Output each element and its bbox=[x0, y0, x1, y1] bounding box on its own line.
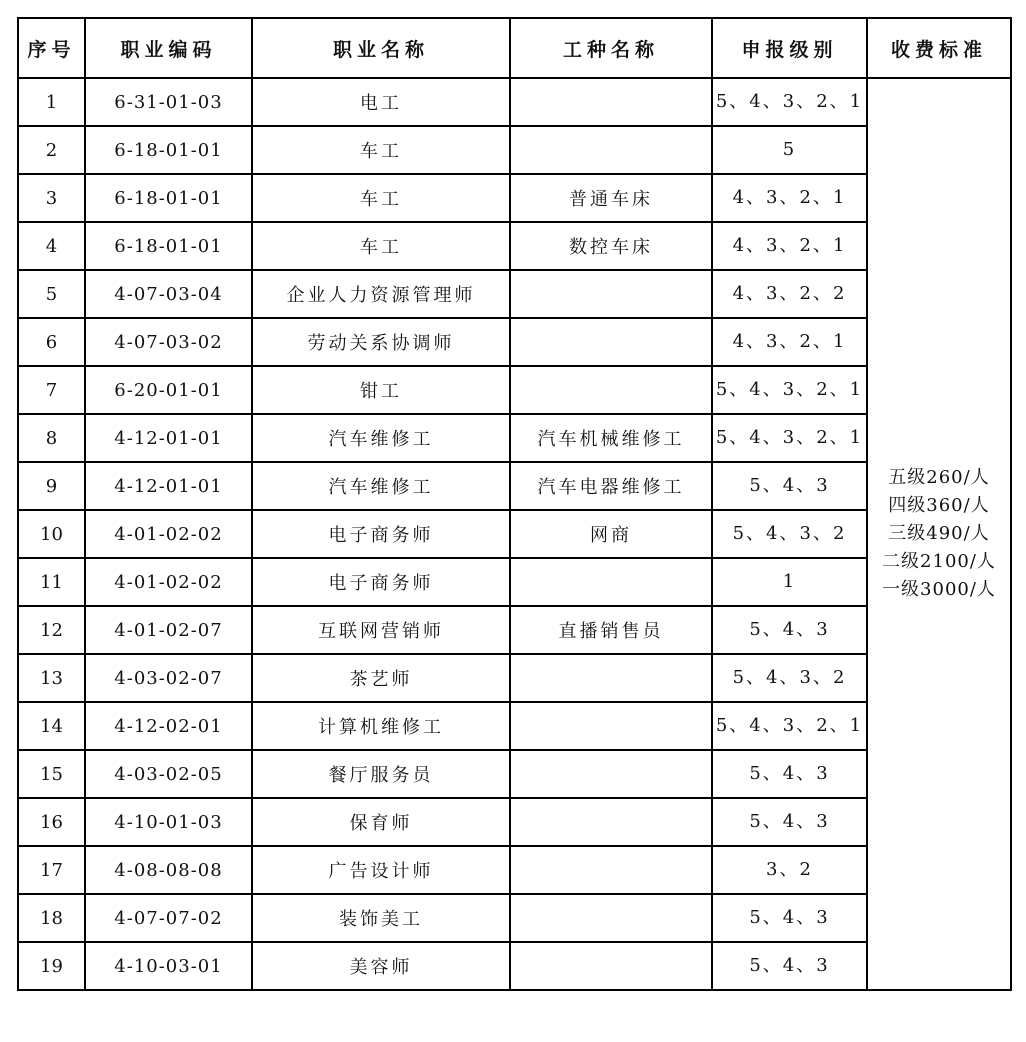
row-occupation-cell: 电子商务师 bbox=[252, 558, 510, 606]
table-row bbox=[18, 510, 1011, 558]
row-seq-cell: 6 bbox=[18, 318, 85, 366]
row-seq-cell: 11 bbox=[18, 558, 85, 606]
row-code-cell: 4-10-01-03 bbox=[85, 798, 252, 846]
row-level-cell: 4、3、2、2 bbox=[712, 270, 867, 318]
row-type-cell: 直播销售员 bbox=[510, 606, 712, 654]
row-code-cell: 4-07-03-02 bbox=[85, 318, 252, 366]
row-occupation-cell: 劳动关系协调师 bbox=[252, 318, 510, 366]
row-seq-cell: 10 bbox=[18, 510, 85, 558]
row-code-cell: 4-01-02-02 bbox=[85, 510, 252, 558]
header-occupation: 职业名称 bbox=[252, 18, 510, 78]
row-occupation-cell: 车工 bbox=[252, 126, 510, 174]
row-seq-cell: 7 bbox=[18, 366, 85, 414]
row-type-cell: 汽车电器维修工 bbox=[510, 462, 712, 510]
fee-line: 一级3000/人 bbox=[882, 579, 996, 600]
table-row bbox=[18, 126, 1011, 174]
row-code-cell: 4-07-03-04 bbox=[85, 270, 252, 318]
row-seq-cell: 16 bbox=[18, 798, 85, 846]
fee-line: 三级490/人 bbox=[888, 523, 990, 544]
row-seq-cell: 9 bbox=[18, 462, 85, 510]
row-level-cell: 1 bbox=[712, 558, 867, 606]
table-row bbox=[18, 222, 1011, 270]
row-seq-cell: 17 bbox=[18, 846, 85, 894]
row-type-cell bbox=[510, 558, 712, 606]
fee-line: 二级2100/人 bbox=[882, 551, 996, 572]
row-code-cell: 4-12-02-01 bbox=[85, 702, 252, 750]
table-row bbox=[18, 750, 1011, 798]
row-type-cell bbox=[510, 702, 712, 750]
header-code: 职业编码 bbox=[85, 18, 252, 78]
row-level-cell: 3、2 bbox=[712, 846, 867, 894]
row-level-cell: 5 bbox=[712, 126, 867, 174]
row-type-cell bbox=[510, 798, 712, 846]
row-seq-cell: 8 bbox=[18, 414, 85, 462]
row-occupation-cell: 汽车维修工 bbox=[252, 414, 510, 462]
row-level-cell: 4、3、2、1 bbox=[712, 222, 867, 270]
row-occupation-cell: 计算机维修工 bbox=[252, 702, 510, 750]
row-code-cell: 4-01-02-07 bbox=[85, 606, 252, 654]
row-occupation-cell: 汽车维修工 bbox=[252, 462, 510, 510]
row-seq-cell: 19 bbox=[18, 942, 85, 990]
fee-line: 五级260/人 bbox=[888, 467, 990, 488]
row-code-cell: 4-03-02-05 bbox=[85, 750, 252, 798]
table-row bbox=[18, 414, 1011, 462]
row-seq-cell: 15 bbox=[18, 750, 85, 798]
row-type-cell bbox=[510, 270, 712, 318]
row-seq-cell: 2 bbox=[18, 126, 85, 174]
row-type-cell bbox=[510, 846, 712, 894]
row-level-cell: 4、3、2、1 bbox=[712, 318, 867, 366]
row-code-cell: 4-10-03-01 bbox=[85, 942, 252, 990]
row-occupation-cell: 广告设计师 bbox=[252, 846, 510, 894]
row-occupation-cell: 茶艺师 bbox=[252, 654, 510, 702]
row-occupation-cell: 美容师 bbox=[252, 942, 510, 990]
row-code-cell: 4-08-08-08 bbox=[85, 846, 252, 894]
row-occupation-cell: 电子商务师 bbox=[252, 510, 510, 558]
row-code-cell: 4-01-02-02 bbox=[85, 558, 252, 606]
row-seq-cell: 13 bbox=[18, 654, 85, 702]
table-header bbox=[18, 18, 1011, 78]
row-occupation-cell: 电工 bbox=[252, 78, 510, 126]
row-level-cell: 5、4、3、2、1 bbox=[712, 702, 867, 750]
table-row bbox=[18, 942, 1011, 990]
row-seq-cell: 3 bbox=[18, 174, 85, 222]
table-row bbox=[18, 894, 1011, 942]
table-body bbox=[18, 78, 1011, 990]
row-code-cell: 6-18-01-01 bbox=[85, 174, 252, 222]
row-seq-cell: 1 bbox=[18, 78, 85, 126]
row-type-cell bbox=[510, 318, 712, 366]
table-row bbox=[18, 606, 1011, 654]
table-row bbox=[18, 78, 1011, 126]
row-level-cell: 5、4、3、2、1 bbox=[712, 414, 867, 462]
row-code-cell: 4-12-01-01 bbox=[85, 462, 252, 510]
header-type: 工种名称 bbox=[510, 18, 712, 78]
row-level-cell: 5、4、3 bbox=[712, 462, 867, 510]
row-type-cell bbox=[510, 750, 712, 798]
row-occupation-cell: 车工 bbox=[252, 222, 510, 270]
row-code-cell: 6-18-01-01 bbox=[85, 222, 252, 270]
row-occupation-cell: 装饰美工 bbox=[252, 894, 510, 942]
row-code-cell: 4-12-01-01 bbox=[85, 414, 252, 462]
row-code-cell: 6-18-01-01 bbox=[85, 126, 252, 174]
row-code-cell: 4-03-02-07 bbox=[85, 654, 252, 702]
row-level-cell: 5、4、3 bbox=[712, 750, 867, 798]
row-level-cell: 5、4、3、2、1 bbox=[712, 78, 867, 126]
row-type-cell bbox=[510, 894, 712, 942]
row-code-cell: 4-07-07-02 bbox=[85, 894, 252, 942]
occupation-fee-table bbox=[17, 17, 1012, 991]
row-seq-cell: 4 bbox=[18, 222, 85, 270]
row-occupation-cell: 保育师 bbox=[252, 798, 510, 846]
table-row bbox=[18, 462, 1011, 510]
row-level-cell: 5、4、3、2 bbox=[712, 510, 867, 558]
row-occupation-cell: 餐厅服务员 bbox=[252, 750, 510, 798]
table-row bbox=[18, 174, 1011, 222]
row-level-cell: 5、4、3 bbox=[712, 606, 867, 654]
table-row bbox=[18, 846, 1011, 894]
row-level-cell: 4、3、2、1 bbox=[712, 174, 867, 222]
row-seq-cell: 12 bbox=[18, 606, 85, 654]
table-row bbox=[18, 270, 1011, 318]
row-type-cell bbox=[510, 78, 712, 126]
row-seq-cell: 14 bbox=[18, 702, 85, 750]
row-type-cell: 网商 bbox=[510, 510, 712, 558]
header-level: 申报级别 bbox=[712, 18, 867, 78]
table-row bbox=[18, 798, 1011, 846]
row-type-cell: 汽车机械维修工 bbox=[510, 414, 712, 462]
row-type-cell bbox=[510, 942, 712, 990]
table-row bbox=[18, 366, 1011, 414]
row-type-cell bbox=[510, 654, 712, 702]
row-occupation-cell: 车工 bbox=[252, 174, 510, 222]
row-code-cell: 6-20-01-01 bbox=[85, 366, 252, 414]
row-type-cell: 普通车床 bbox=[510, 174, 712, 222]
row-occupation-cell: 互联网营销师 bbox=[252, 606, 510, 654]
row-type-cell bbox=[510, 366, 712, 414]
row-seq-cell: 5 bbox=[18, 270, 85, 318]
row-level-cell: 5、4、3 bbox=[712, 798, 867, 846]
fee-standard-cell bbox=[867, 78, 1011, 990]
table-row bbox=[18, 654, 1011, 702]
table-row bbox=[18, 318, 1011, 366]
row-seq-cell: 18 bbox=[18, 894, 85, 942]
row-occupation-cell: 企业人力资源管理师 bbox=[252, 270, 510, 318]
row-type-cell: 数控车床 bbox=[510, 222, 712, 270]
row-occupation-cell: 钳工 bbox=[252, 366, 510, 414]
table-row bbox=[18, 558, 1011, 606]
row-level-cell: 5、4、3 bbox=[712, 942, 867, 990]
row-level-cell: 5、4、3 bbox=[712, 894, 867, 942]
row-level-cell: 5、4、3、2 bbox=[712, 654, 867, 702]
header-row bbox=[18, 18, 1011, 78]
row-level-cell: 5、4、3、2、1 bbox=[712, 366, 867, 414]
table-row bbox=[18, 702, 1011, 750]
row-type-cell bbox=[510, 126, 712, 174]
row-code-cell: 6-31-01-03 bbox=[85, 78, 252, 126]
header-seq: 序号 bbox=[18, 18, 85, 78]
fee-line: 四级360/人 bbox=[888, 495, 990, 516]
header-fee: 收费标准 bbox=[867, 18, 1011, 78]
